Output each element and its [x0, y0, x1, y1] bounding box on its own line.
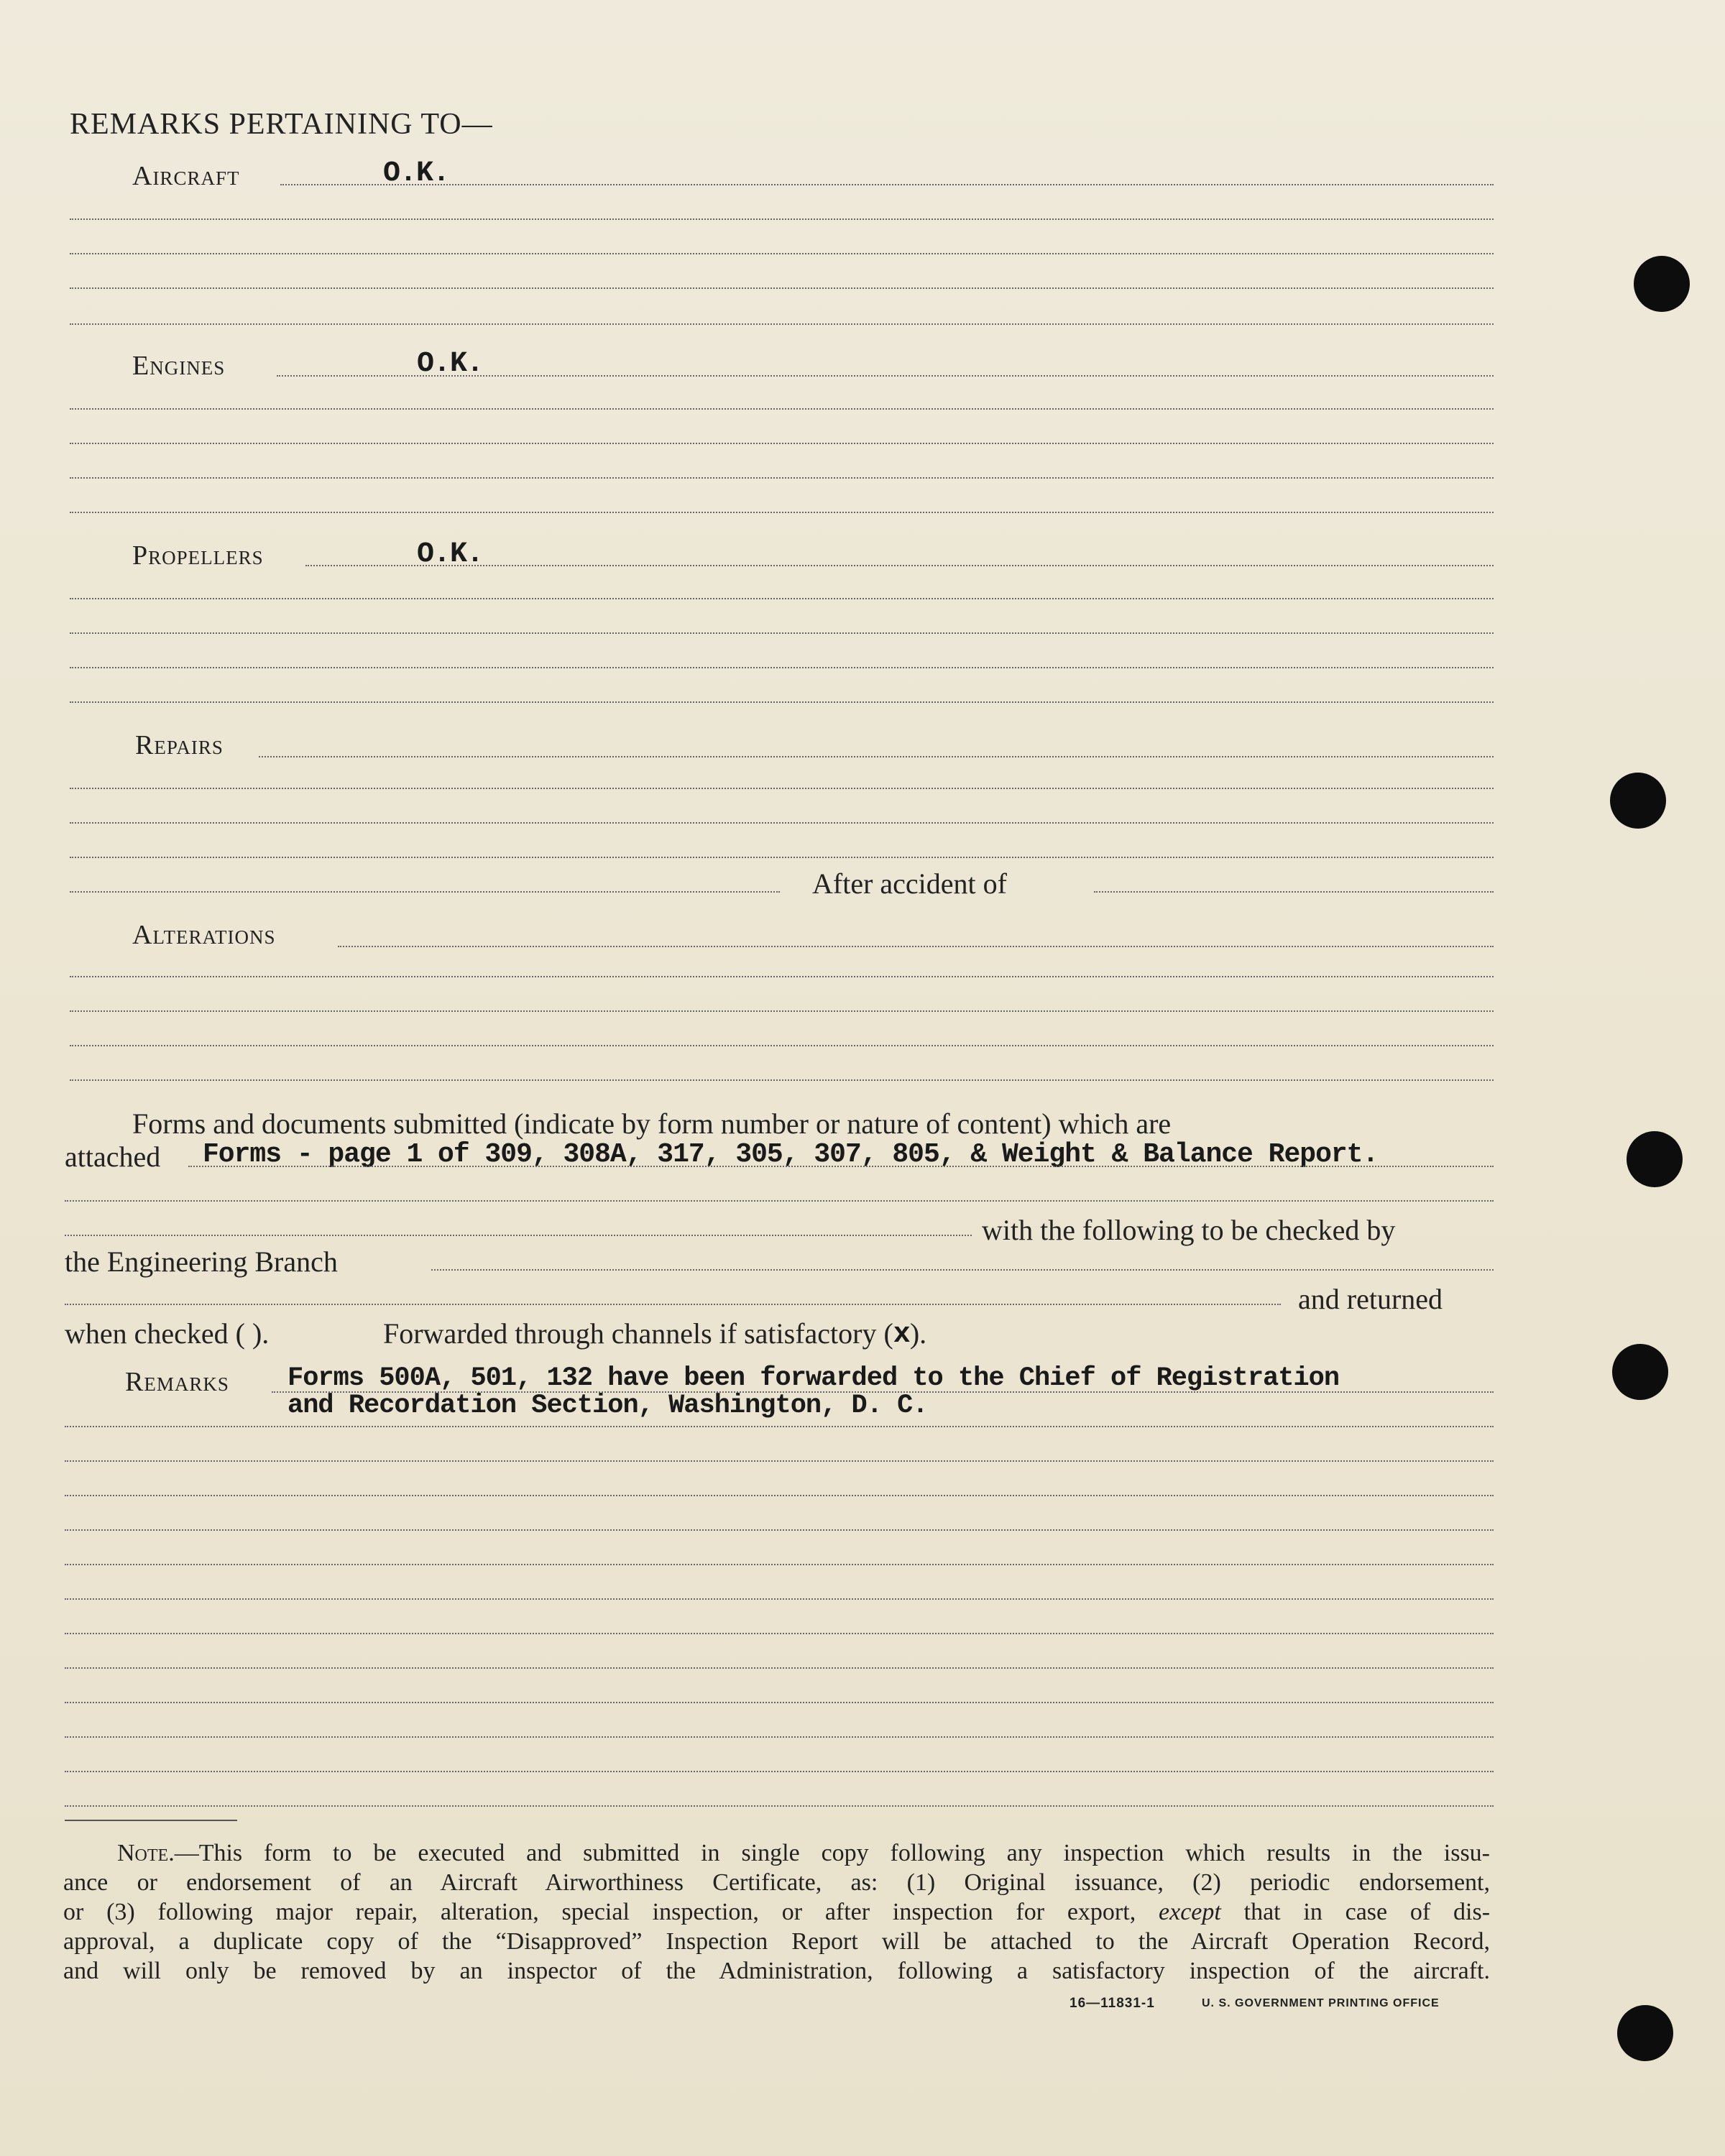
engineering-line [431, 1269, 1494, 1271]
forms-line [65, 1235, 972, 1236]
binder-hole [1627, 1131, 1683, 1187]
alterations-label: Alterations [132, 920, 276, 950]
note-lead: Note. [117, 1840, 175, 1866]
note-line-3b: that in case of dis- [1243, 1899, 1491, 1925]
engines-value: O.K. [417, 348, 484, 380]
remarks-line-2: and Recordation Section, Washington, D. C. [288, 1391, 928, 1421]
note-line-5: and will only be removed by an inspector of the Administration, following a satisfactory inspection of the aircraft. [63, 1958, 1490, 1984]
note-line-3a: or (3) following major repair, alteration, special inspection, or after inspection for export, [63, 1899, 1136, 1925]
note-rule [65, 1820, 237, 1821]
note-line-2: ance or endorsement of an Aircraft Airworthiness Certificate, as: (1) Original issuance, (2) periodic endorsement, [63, 1869, 1490, 1896]
remarks-line [65, 1495, 1494, 1496]
forwarded-checkmark: x [893, 1319, 910, 1351]
checked-by-text: with the following to be checked by [982, 1214, 1396, 1246]
note-line-3 [63, 1897, 1490, 1927]
forwarded-text [383, 1319, 926, 1351]
note-block [63, 1838, 1490, 1986]
remarks-line [65, 1805, 1494, 1807]
attached-value: Forms - page 1 of 309, 308A, 317, 305, 307, 805, & Weight & Balance Report. [203, 1139, 1379, 1170]
remarks-line [65, 1460, 1494, 1462]
remarks-line [65, 1529, 1494, 1531]
attached-line [188, 1166, 1494, 1167]
engineering-branch-text: the Engineering Branch [65, 1245, 338, 1278]
engines-line [70, 408, 1494, 410]
remarks-line [65, 1771, 1494, 1772]
and-returned-text: and returned [1298, 1283, 1443, 1315]
aircraft-line [70, 323, 1494, 325]
propellers-line [70, 667, 1494, 668]
binder-hole [1612, 1344, 1668, 1400]
engines-line [70, 477, 1494, 479]
repairs-line [70, 822, 1494, 824]
repairs-line [70, 891, 780, 893]
remarks-line [65, 1667, 1494, 1669]
engines-line [70, 443, 1494, 444]
remarks-label: Remarks [125, 1367, 229, 1397]
returned-line [65, 1304, 1281, 1305]
remarks-line [272, 1391, 1494, 1393]
propellers-label: Propellers [132, 540, 264, 571]
binder-hole [1610, 773, 1666, 829]
alterations-line [338, 946, 1494, 947]
engines-line [70, 512, 1494, 513]
propellers-line [70, 598, 1494, 599]
alterations-line [70, 976, 1494, 977]
when-checked-text: when checked ( ). [65, 1317, 270, 1350]
propellers-line [305, 565, 1494, 566]
after-accident-label: After accident of [812, 867, 1007, 900]
engines-label: Engines [132, 351, 226, 381]
remarks-line [65, 1426, 1494, 1427]
forms-line [65, 1200, 1494, 1202]
remarks-line-1: Forms 500A, 501, 132 have been forwarded to the Chief of Registration [288, 1363, 1340, 1393]
after-accident-line [1094, 891, 1494, 893]
forwarded-label: Forwarded through channels if satisfactory ( [383, 1317, 893, 1350]
repairs-line [70, 788, 1494, 789]
aircraft-value: O.K. [383, 157, 450, 190]
binder-hole [1634, 256, 1690, 312]
remarks-line [65, 1598, 1494, 1600]
printer-imprint: U. S. GOVERNMENT PRINTING OFFICE [1202, 1997, 1440, 2009]
remarks-line [65, 1633, 1494, 1634]
note-except: except [1159, 1899, 1221, 1925]
propellers-value: O.K. [417, 538, 484, 571]
repairs-label: Repairs [135, 730, 224, 760]
aircraft-line [70, 218, 1494, 220]
aircraft-line [70, 253, 1494, 254]
note-line-1-text: —This form to be executed and submitted in single copy following any inspection which results in the issu- [174, 1840, 1490, 1866]
note-line-4: approval, a duplicate copy of the “Disapproved” Inspection Report will be attached to the Aircraft Operation Record, [63, 1928, 1490, 1955]
remarks-line [65, 1564, 1494, 1565]
note-line-1 [63, 1838, 1490, 1868]
aircraft-line [280, 184, 1494, 185]
propellers-line [70, 632, 1494, 634]
alterations-line [70, 1045, 1494, 1046]
remarks-line [65, 1736, 1494, 1738]
repairs-line [70, 857, 1494, 858]
alterations-line [70, 1079, 1494, 1081]
alterations-line [70, 1010, 1494, 1012]
forwarded-close: ). [909, 1317, 927, 1350]
propellers-line [70, 701, 1494, 703]
attached-label: attached [65, 1141, 161, 1173]
aircraft-label: Aircraft [132, 161, 240, 191]
forms-instruction: Forms and documents submitted (indicate by form number or nature of content) which are [132, 1107, 1172, 1140]
repairs-line [259, 756, 1494, 757]
remarks-line [65, 1702, 1494, 1703]
page-title: REMARKS PERTAINING TO— [70, 108, 493, 141]
aircraft-line [70, 287, 1494, 289]
binder-hole [1617, 2005, 1673, 2061]
form-number: 16—11831-1 [1070, 1996, 1155, 2011]
engines-line [277, 375, 1494, 377]
